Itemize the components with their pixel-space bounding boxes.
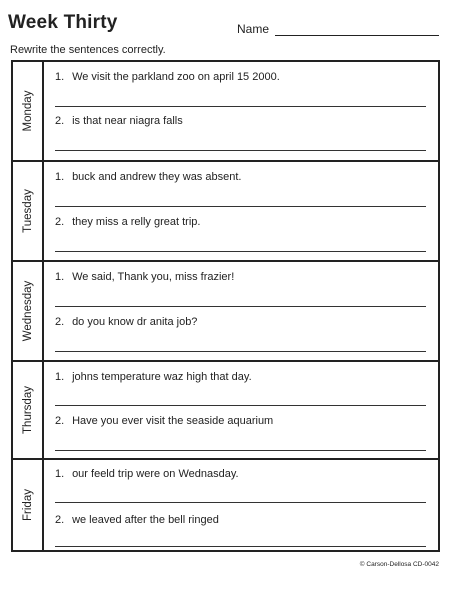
answer-line [55, 502, 426, 503]
sentence-text: We said, Thank you, miss frazier! [72, 271, 235, 283]
day-row-thursday [13, 360, 438, 458]
day-cell [13, 362, 44, 458]
answer-line [55, 251, 426, 252]
sentence-item [55, 271, 234, 283]
worksheet-title: Week Thirty [8, 12, 118, 33]
sentence-text: We visit the parkland zoo on april 15 2000. [72, 71, 280, 83]
sentence-text: is that near niagra falls [72, 115, 183, 127]
day-row-friday [13, 458, 438, 550]
sentence-item [55, 371, 252, 383]
name-label: Name [237, 22, 270, 36]
sentence-item [55, 415, 273, 427]
copyright-notice: © Carson-Dellosa CD-0042 [359, 561, 439, 568]
answer-line [55, 450, 426, 451]
sentence-item [55, 468, 239, 480]
sentence-text: do you know dr anita job? [72, 316, 198, 328]
item-number: 2. [55, 216, 65, 228]
item-number: 1. [55, 371, 65, 383]
day-label: Thursday [21, 386, 34, 434]
day-cell [13, 62, 44, 160]
item-number: 1. [55, 468, 65, 480]
day-cell [13, 162, 44, 260]
exercise-grid [11, 60, 440, 552]
day-row-wednesday [13, 260, 438, 360]
answer-line [55, 306, 426, 307]
item-number: 1. [55, 171, 65, 183]
item-number: 1. [55, 71, 65, 83]
answer-line [55, 351, 426, 352]
day-row-tuesday [13, 160, 438, 260]
name-blank-line [275, 23, 439, 36]
sentence-item [55, 514, 219, 526]
instructions: Rewrite the sentences correctly. [10, 44, 166, 56]
answer-line [55, 106, 426, 107]
sentence-item [55, 216, 200, 228]
day-cell [13, 460, 44, 550]
sentence-item [55, 115, 183, 127]
sentence-text: johns temperature waz high that day. [72, 371, 252, 383]
answer-line [55, 546, 426, 547]
sentence-text: they miss a relly great trip. [72, 216, 201, 228]
answer-line [55, 206, 426, 207]
item-number: 1. [55, 271, 65, 283]
answer-line [55, 150, 426, 151]
day-row-monday [13, 62, 438, 160]
name-field [237, 22, 439, 36]
day-label: Monday [21, 90, 34, 132]
sentence-item [55, 71, 280, 83]
item-number: 2. [55, 115, 65, 127]
sentence-text: buck and andrew they was absent. [72, 171, 242, 183]
day-label: Tuesday [21, 189, 34, 233]
item-number: 2. [55, 415, 65, 427]
day-label: Friday [21, 489, 34, 521]
sentence-text: Have you ever visit the seaside aquarium [72, 415, 274, 427]
day-label: Wednesday [21, 280, 34, 342]
day-cell [13, 262, 44, 360]
answer-line [55, 405, 426, 406]
sentence-text: our feeld trip were on Wednasday. [72, 468, 239, 480]
sentence-item [55, 171, 241, 183]
item-number: 2. [55, 316, 65, 328]
sentence-text: we leaved after the bell ringed [72, 514, 219, 526]
sentence-item [55, 316, 197, 328]
item-number: 2. [55, 514, 65, 526]
